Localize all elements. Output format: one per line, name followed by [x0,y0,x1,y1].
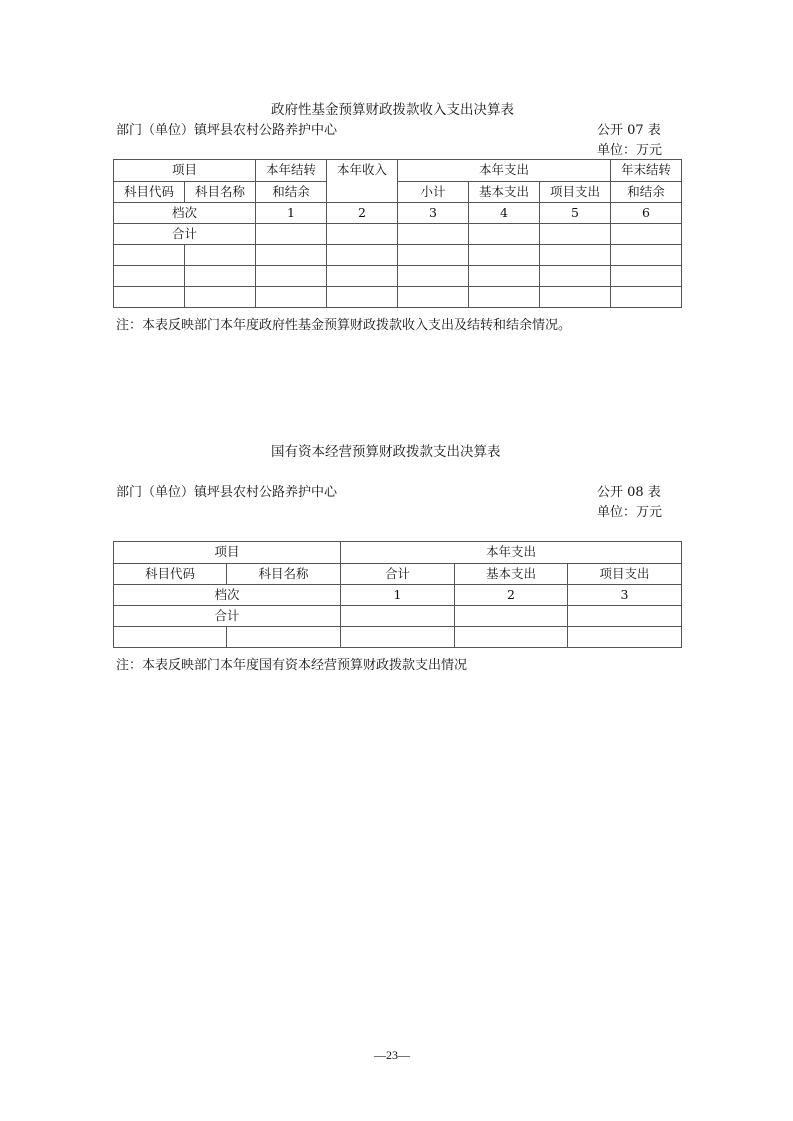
table2-form-code: 公开 08 表 [597,485,661,500]
header-project-expense: 项目支出 [568,564,682,585]
header-subject-code: 科目代码 [114,182,185,203]
header-project-expense: 项目支出 [540,182,611,203]
grade-number: 3 [398,203,469,224]
row-total-label: 合计 [114,606,341,627]
table-row [114,245,682,266]
table1-title: 政府性基金预算财政拨款收入支出决算表 [271,102,514,118]
table-row [114,627,682,648]
table1-department: 部门（单位）镇坪县农村公路养护中心 [116,123,338,138]
header-subject-name: 科目名称 [227,564,341,585]
table-cell [469,224,540,245]
grade-number: 4 [469,203,540,224]
table2-note: 注：本表反映部门本年度国有资本经营预算财政拨款支出情况 [116,658,468,673]
table1-form-code: 公开 07 表 [597,123,661,138]
table-cell [540,224,611,245]
table-cell [455,606,568,627]
table-cell [256,224,327,245]
table1-unit: 单位：万元 [597,143,663,158]
header-basic-expense: 基本支出 [455,564,568,585]
grade-number: 1 [341,585,455,606]
table-cell [341,606,455,627]
table2-unit: 单位：万元 [597,505,663,520]
grade-number: 5 [540,203,611,224]
header-item: 项目 [114,542,341,564]
header-subject-name: 科目名称 [185,182,256,203]
page-number: —23— [374,1048,410,1062]
table-row [114,266,682,287]
header-basic-expense: 基本支出 [469,182,540,203]
table-row [114,287,682,308]
header-carryover-top: 本年结转 [256,160,327,182]
header-total: 合计 [341,564,455,585]
header-carryover-bottom: 和结余 [256,182,327,203]
grade-number: 6 [611,203,682,224]
table2-title: 国有资本经营预算财政拨款支出决算表 [271,444,501,460]
header-yearend-bottom: 和结余 [611,182,682,203]
header-item: 项目 [114,160,256,182]
table-cell [611,224,682,245]
header-subject-code: 科目代码 [114,564,227,585]
table1-note: 注：本表反映部门本年度政府性基金预算财政拨款收入支出及结转和结余情况。 [116,318,572,333]
grade-number: 2 [327,203,398,224]
table1 [113,159,682,308]
header-income: 本年收入 [327,160,398,203]
row-total-label: 合计 [114,224,256,245]
header-expense: 本年支出 [398,160,611,182]
row-grade-label: 档次 [114,203,256,224]
row-grade-label: 档次 [114,585,341,606]
table2-department: 部门（单位）镇坪县农村公路养护中心 [116,485,338,500]
grade-number: 3 [568,585,682,606]
header-expense: 本年支出 [341,542,682,564]
header-subtotal: 小计 [398,182,469,203]
table2 [113,541,682,648]
grade-number: 2 [455,585,568,606]
grade-number: 1 [256,203,327,224]
table-cell [568,606,682,627]
table-cell [327,224,398,245]
header-yearend-top: 年末结转 [611,160,682,182]
table-cell [398,224,469,245]
